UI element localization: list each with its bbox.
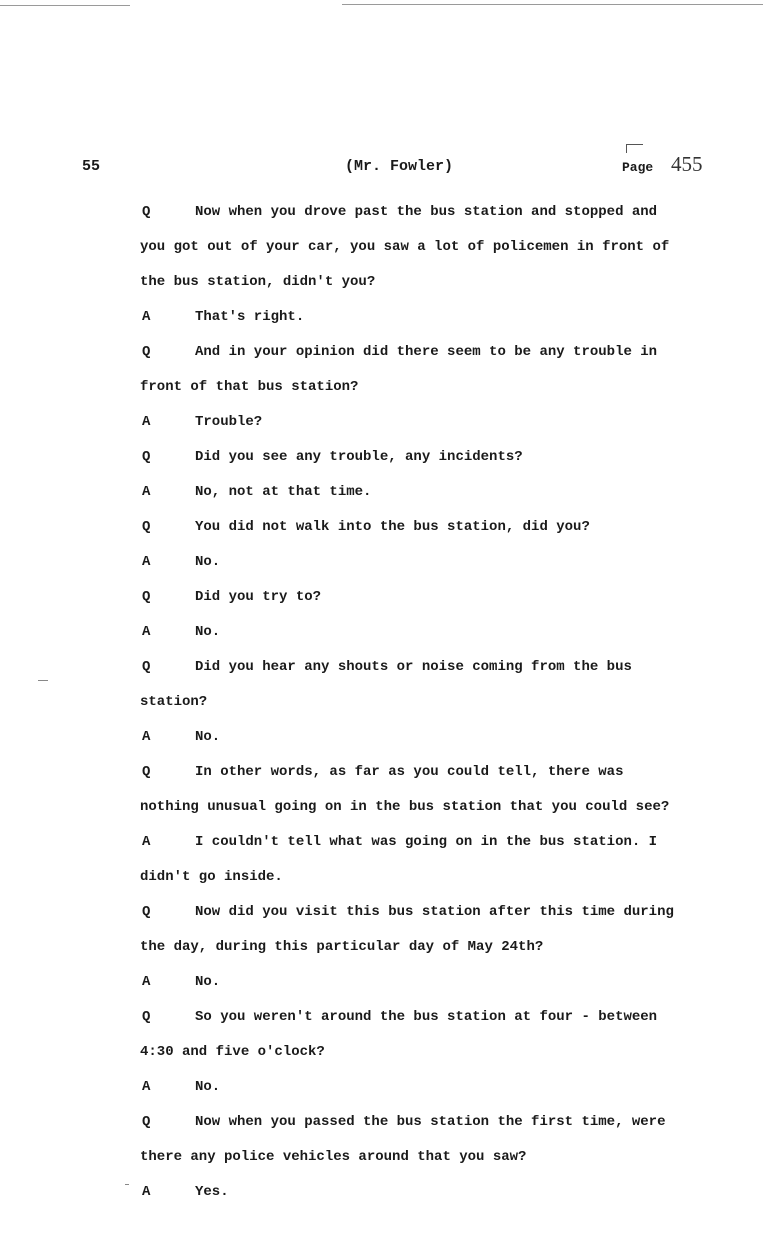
page-number: 455 [671,152,703,176]
line-text: No. [195,1079,221,1095]
transcript-continuation-line [0,790,763,825]
page-header [0,150,763,180]
line-text: Trouble? [195,414,263,430]
speaker-mark: A [142,974,151,990]
speaker-mark: A [142,1184,151,1200]
transcript-qa-line [0,825,763,860]
line-text: No. [195,554,221,570]
transcript-qa-line [0,615,763,650]
line-text: You did not walk into the bus station, did you? [195,519,590,535]
speaker-heading: (Mr. Fowler) [345,158,454,175]
line-text: No. [195,729,221,745]
line-text: No. [195,974,221,990]
transcript-qa-line [0,720,763,755]
transcript-qa-line [0,440,763,475]
line-text: In other words, as far as you could tell, there was [195,764,624,780]
line-text: front of that bus station? [140,379,359,395]
line-text: there any police vehicles around that you saw? [140,1149,527,1165]
transcript-qa-line [0,755,763,790]
transcript-qa-line [0,1070,763,1105]
transcript-qa-line [0,1000,763,1035]
line-text: I couldn't tell what was going on in the bus station. I [195,834,658,850]
transcript-qa-line [0,650,763,685]
line-text: station? [140,694,208,710]
transcript-continuation-line [0,265,763,300]
speaker-mark: A [142,729,151,745]
line-text: the day, during this particular day of May 24th? [140,939,544,955]
transcript-continuation-line [0,370,763,405]
scan-artifact-right [342,4,763,5]
scan-artifact-left [0,5,130,6]
line-text: Now when you passed the bus station the first time, were [195,1114,666,1130]
line-text: Yes. [195,1184,229,1200]
speaker-mark: Q [142,344,151,360]
speaker-mark: A [142,834,151,850]
page-bracket-mark [626,144,643,153]
transcript-qa-line [0,580,763,615]
line-text: the bus station, didn't you? [140,274,376,290]
transcript-continuation-line [0,1140,763,1175]
speaker-mark: A [142,554,151,570]
speaker-mark: A [142,624,151,640]
transcript-body [0,195,763,1210]
transcript-continuation-line [0,860,763,895]
transcript-qa-line [0,545,763,580]
transcript-qa-line [0,300,763,335]
line-text: No, not at that time. [195,484,372,500]
line-text: nothing unusual going on in the bus station that you could see? [140,799,670,815]
speaker-mark: Q [142,1114,151,1130]
speaker-mark: Q [142,764,151,780]
transcript-qa-line [0,965,763,1000]
line-text: 4:30 and five o'clock? [140,1044,325,1060]
speaker-mark: A [142,484,151,500]
speaker-mark: Q [142,589,151,605]
transcript-qa-line [0,405,763,440]
transcript-continuation-line [0,1035,763,1070]
transcript-qa-line [0,1105,763,1140]
transcript-qa-line [0,510,763,545]
speaker-mark: Q [142,659,151,675]
line-text: So you weren't around the bus station at four - between [195,1009,658,1025]
line-text: And in your opinion did there seem to be any trouble in [195,344,658,360]
line-text: That's right. [195,309,305,325]
speaker-mark: Q [142,904,151,920]
speaker-mark: A [142,1079,151,1095]
line-number: 55 [82,158,101,175]
speaker-mark: Q [142,204,151,220]
line-text: Now when you drove past the bus station and stopped and [195,204,658,220]
line-text: you got out of your car, you saw a lot of policemen in front of [140,239,670,255]
transcript-qa-line [0,335,763,370]
transcript-continuation-line [0,930,763,965]
speaker-mark: A [142,309,151,325]
line-text: didn't go inside. [140,869,283,885]
line-text: Did you see any trouble, any incidents? [195,449,523,465]
page-label: Page [622,160,654,175]
transcript-qa-line [0,1175,763,1210]
line-text: No. [195,624,221,640]
speaker-mark: Q [142,449,151,465]
transcript-qa-line [0,475,763,510]
speaker-mark: Q [142,519,151,535]
speaker-mark: A [142,414,151,430]
line-text: Did you hear any shouts or noise coming from the bus [195,659,632,675]
transcript-qa-line [0,895,763,930]
transcript-qa-line [0,195,763,230]
line-text: Did you try to? [195,589,322,605]
transcript-continuation-line [0,230,763,265]
line-text: Now did you visit this bus station after this time during [195,904,674,920]
speaker-mark: Q [142,1009,151,1025]
transcript-continuation-line [0,685,763,720]
